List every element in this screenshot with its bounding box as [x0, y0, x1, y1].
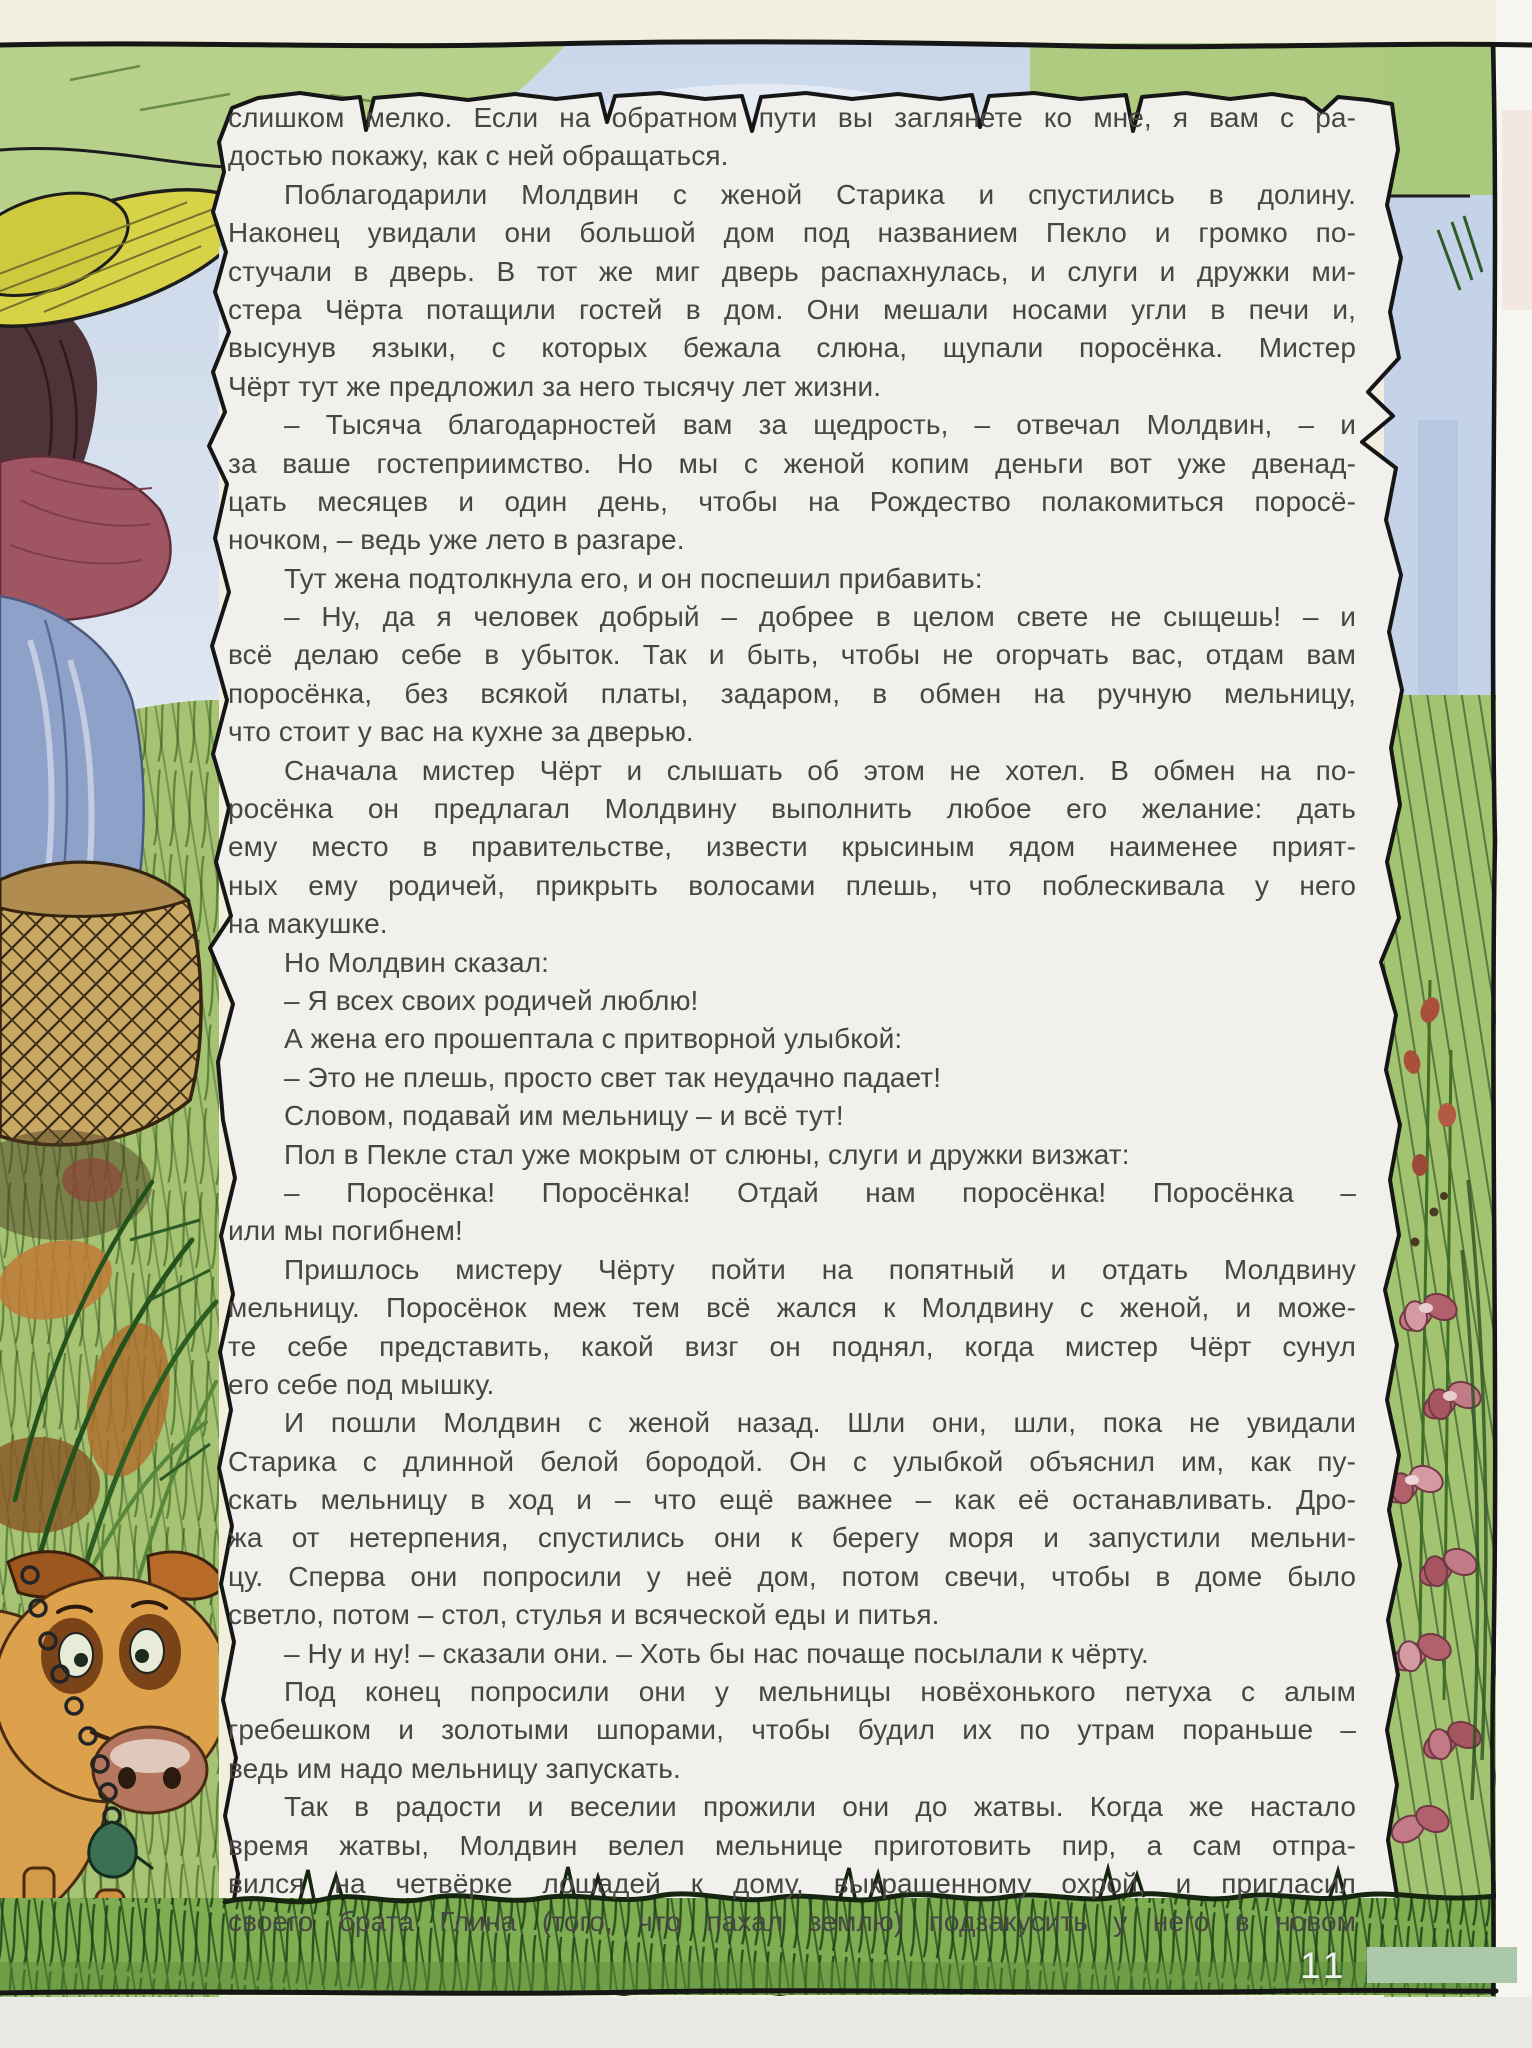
story-line: Пришлось мистеру Чёрту пойти на попятный и отдать Молдвину [284, 1253, 1356, 1285]
pig-eye [130, 1629, 164, 1673]
pig-eye [59, 1633, 93, 1677]
story-line: поросёнка, без всякой платы, задаром, в обмен на ручную мельницу, [228, 677, 1356, 709]
story-line: цу. Сперва они попросили у неё дом, потом свечи, чтобы в доме было [228, 1560, 1356, 1592]
story-text [228, 99, 1356, 1942]
story-line: слишком мелко. Если на обратном пути вы заглянете ко мне, я вам с ра- [228, 102, 1356, 133]
story-line: светло, потом – стол, стулья и всяческой еды и питья. [228, 1599, 940, 1631]
story-line: что стоит у вас на кухне за дверью. [228, 716, 694, 748]
page-number: 11 [1300, 1945, 1349, 1986]
story-line: А жена его прошептала с притворной улыбкой: [284, 1023, 903, 1055]
story-line: его себе под мышку. [228, 1368, 495, 1400]
story-line: за ваше гостеприимство. Но мы с женой копим деньги вот уже двенад- [228, 447, 1356, 479]
story-line: – Поросёнка! Поросёнка! Отдай нам поросёнка! Поросёнка – [284, 1176, 1356, 1208]
story-line: Поблагодарили Молдвин с женой Старика и спустились в долину. [284, 178, 1356, 210]
story-line: на макушке. [228, 908, 388, 940]
story-line: всё делаю себе в убыток. Так и быть, чтобы не огорчать вас, отдам вам [228, 639, 1356, 671]
story-line: стера Чёрта потащили гостей в дом. Они мешали носами угли в печи и, [228, 293, 1356, 325]
story-line: своего брата Глина (того, что пахал землю) подзакусить у него в новом [228, 1906, 1356, 1938]
story-line: мельницу. Поросёнок меж тем всё жался к Молдвину с женой, и може- [228, 1292, 1356, 1324]
story-line: ных ему родичей, прикрыть волосами плешь, что поблескивала у него [228, 869, 1356, 901]
story-line: цать месяцев и один день, чтобы на Рождество полакомиться поросё- [228, 485, 1356, 517]
story-line: достью покажу, как с ней обращаться. [228, 140, 729, 172]
story-line: Сначала мистер Чёрт и слышать об этом не хотел. В обмен на по- [284, 754, 1356, 786]
story-line: жа от нетерпения, спустились они к берегу моря и запустили мельни- [228, 1522, 1356, 1554]
story-line: – Ну и ну! – сказали они. – Хоть бы нас почаще посылали к чёрту. [284, 1637, 1149, 1669]
story-line: скать мельницу в ход и – что ещё важнее – как её останавливать. Дро- [228, 1484, 1356, 1516]
story-line: Так в радости и веселии прожили они до жатвы. Когда же настало [284, 1791, 1356, 1823]
story-line: И пошли Молдвин с женой назад. Шли они, шли, пока не увидали [284, 1407, 1356, 1439]
story-line: Тут жена подтолкнула его, и он поспешил прибавить: [284, 562, 983, 594]
story-line: время жатвы, Молдвин велел мельнице приготовить пир, а сам отпра- [228, 1829, 1356, 1861]
story-line: Чёрт тут же предложил за него тысячу лет жизни. [228, 370, 882, 402]
story-line: вился на четвёрке лошадей к дому, выкрашенному охрой, и пригласил [228, 1867, 1356, 1899]
story-line: ему место в правительстве, извести крысиным ядом наименее прият- [228, 831, 1356, 863]
story-line: Наконец увидали они большой дом под названием Пекло и громко по- [228, 217, 1356, 249]
wicker-basket [0, 862, 201, 1145]
story-line: гребешком и золотыми шпорами, чтобы будил их по утрам пораньше – [228, 1714, 1356, 1746]
story-line: росёнка он предлагал Молдвину выполнить любое его желание: дать [228, 793, 1356, 825]
flower-border-right [1381, 40, 1496, 1997]
bell [89, 1822, 136, 1877]
story-line: стучали в дверь. В тот же миг дверь распахнулась, и слуги и дружки ми- [228, 255, 1356, 287]
story-line: Под конец попросили они у мельницы новёхонького петуха с алым [284, 1676, 1356, 1708]
page-number-band [1367, 1947, 1517, 1983]
story-line: Старика с длинной белой бородой. Он с улыбкой объяснил им, как пу- [228, 1445, 1356, 1477]
story-line: те себе представить, какой визг он поднял, когда мистер Чёрт сунул [228, 1330, 1356, 1362]
story-line: – Ну, да я человек добрый – добрее в целом свете не сыщешь! – и [284, 601, 1356, 633]
story-line: – Это не плешь, просто свет так неудачно падает! [284, 1061, 942, 1093]
story-line: – Я всех своих родичей люблю! [284, 984, 699, 1016]
story-line: ведь им надо мельницу запускать. [228, 1752, 681, 1784]
story-line: ночком, – ведь уже лето в разгаре. [228, 524, 685, 556]
story-line: – Тысяча благодарностей вам за щедрость, – отвечал Молдвин, – и [284, 409, 1356, 441]
story-line: или мы погибнем! [228, 1215, 463, 1247]
story-line: Словом, подавай им мельницу – и всё тут! [284, 1100, 844, 1132]
story-line: Пол в Пекле стал уже мокрым от слюны, слуги и дружки визжат: [284, 1138, 1130, 1170]
story-line: высунув языки, с которых бежала слюна, щупали поросёнка. Мистер [228, 332, 1356, 364]
story-line: Но Молдвин сказал: [284, 946, 550, 978]
